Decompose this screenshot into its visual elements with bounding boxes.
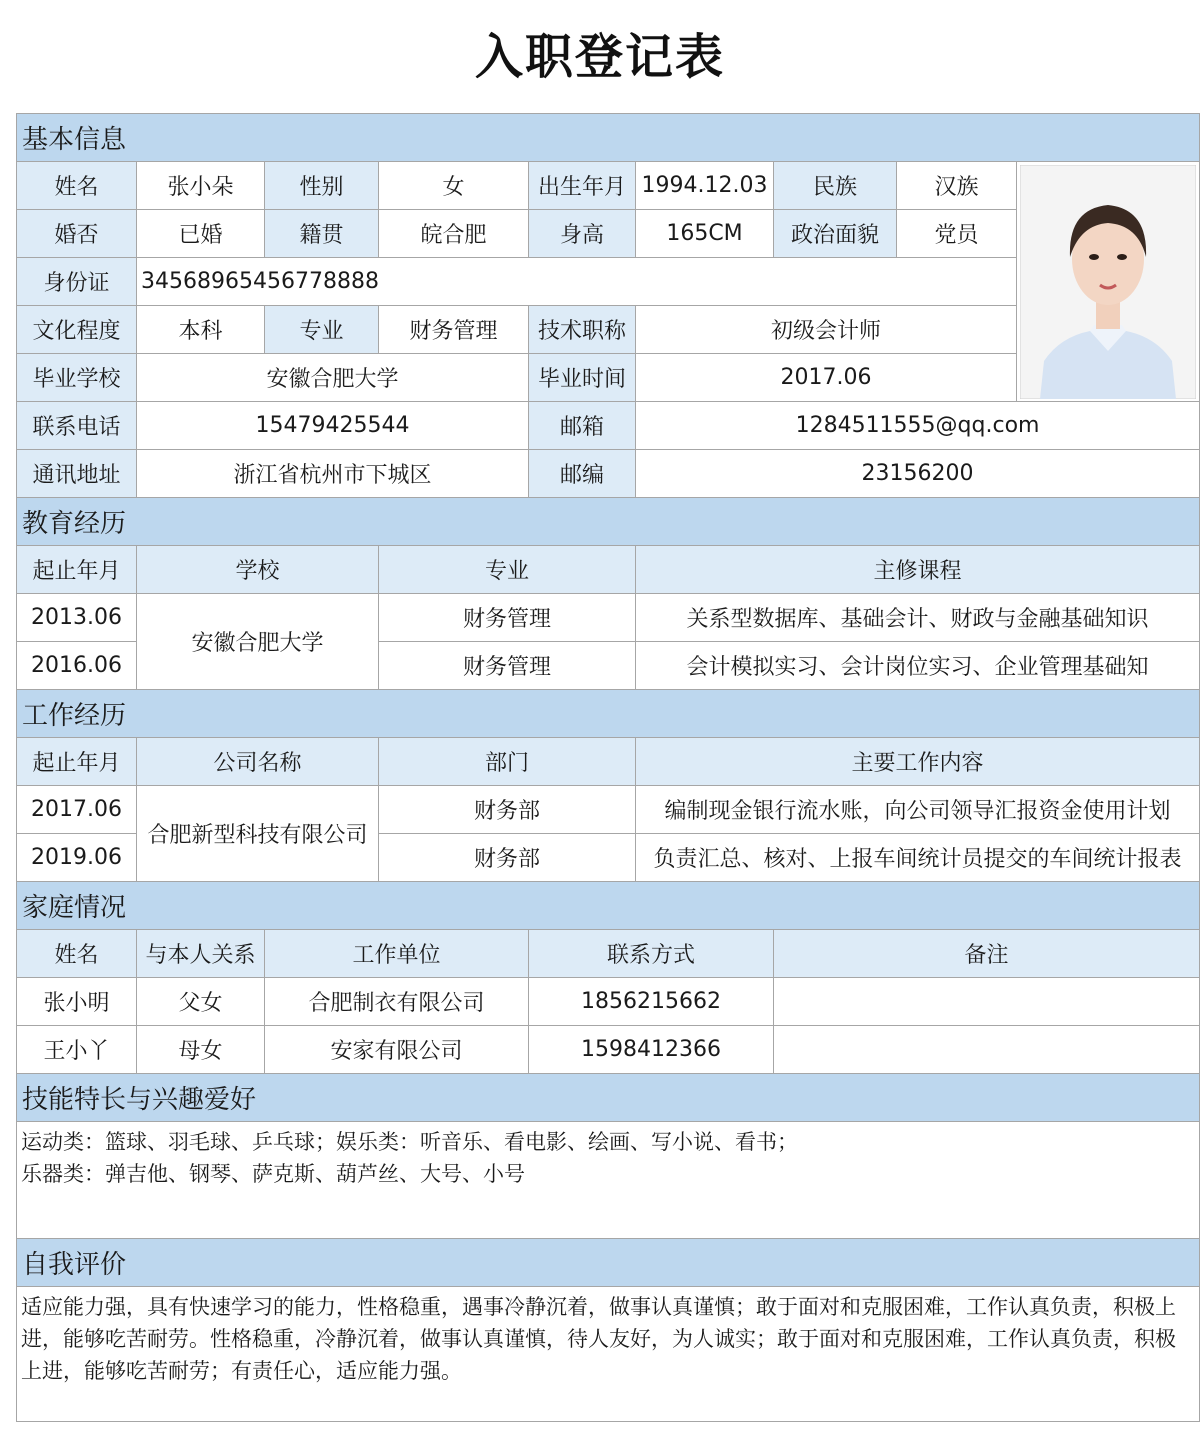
profile-photo [1020, 165, 1196, 399]
birth-value: 1994.12.03 [636, 162, 774, 210]
table-row [17, 786, 1200, 834]
work-content: 编制现金银行流水账，向公司领导汇报资金使用计划 [636, 786, 1200, 834]
edu-date: 2013.06 [17, 594, 137, 642]
work-company: 合肥新型科技有限公司 [137, 786, 379, 882]
marital-label: 婚否 [17, 210, 137, 258]
family-note [774, 978, 1200, 1026]
gender-label: 性别 [265, 162, 379, 210]
table-row [17, 978, 1200, 1026]
work-dept: 财务部 [379, 786, 636, 834]
tech-title-value: 初级会计师 [636, 306, 1017, 354]
family-contact: 1598412366 [529, 1026, 774, 1074]
skills-line: 运动类：篮球、羽毛球、乒乓球；娱乐类：听音乐、看电影、绘画、写小说、看书； [21, 1130, 798, 1154]
section-self-evaluation: 自我评价 [17, 1239, 1200, 1287]
family-unit: 合肥制衣有限公司 [265, 978, 529, 1026]
school-value: 安徽合肥大学 [137, 354, 529, 402]
edu-courses: 关系型数据库、基础会计、财政与金融基础知识 [636, 594, 1200, 642]
id-value: 34568965456778888 [137, 258, 1017, 306]
edu-courses: 会计模拟实习、会计岗位实习、企业管理基础知 [636, 642, 1200, 690]
address-label: 通讯地址 [17, 450, 137, 498]
major-value: 财务管理 [379, 306, 529, 354]
work-header-date: 起止年月 [17, 738, 137, 786]
birth-label: 出生年月 [529, 162, 636, 210]
major-label: 专业 [265, 306, 379, 354]
family-header-name: 姓名 [17, 930, 137, 978]
edu-header-school: 学校 [137, 546, 379, 594]
registration-form [16, 113, 1200, 1422]
edu-header-courses: 主修课程 [636, 546, 1200, 594]
section-education: 教育经历 [17, 498, 1200, 546]
edu-major: 财务管理 [379, 594, 636, 642]
family-name: 王小丫 [17, 1026, 137, 1074]
native-label: 籍贯 [265, 210, 379, 258]
school-label: 毕业学校 [17, 354, 137, 402]
zip-value: 23156200 [636, 450, 1200, 498]
edu-header-major: 专业 [379, 546, 636, 594]
grad-label: 毕业时间 [529, 354, 636, 402]
skills-line: 乐器类：弹吉他、钢琴、萨克斯、葫芦丝、大号、小号 [21, 1162, 525, 1186]
edu-header-date: 起止年月 [17, 546, 137, 594]
work-content: 负责汇总、核对、上报车间统计员提交的车间统计报表 [636, 834, 1200, 882]
grad-value: 2017.06 [636, 354, 1017, 402]
phone-value: 15479425544 [137, 402, 529, 450]
political-label: 政治面貌 [774, 210, 897, 258]
name-label: 姓名 [17, 162, 137, 210]
family-relation: 父女 [137, 978, 265, 1026]
work-date: 2017.06 [17, 786, 137, 834]
form-title: 入职登记表 [474, 29, 725, 85]
edu-major: 财务管理 [379, 642, 636, 690]
family-header-note: 备注 [774, 930, 1200, 978]
zip-label: 邮编 [529, 450, 636, 498]
section-skills: 技能特长与兴趣爱好 [17, 1074, 1200, 1122]
political-value: 党员 [897, 210, 1017, 258]
family-header-contact: 联系方式 [529, 930, 774, 978]
family-note [774, 1026, 1200, 1074]
edu-school: 安徽合肥大学 [137, 594, 379, 690]
height-label: 身高 [529, 210, 636, 258]
edu-value: 本科 [137, 306, 265, 354]
section-basic-info: 基本信息 [17, 114, 1200, 162]
family-relation: 母女 [137, 1026, 265, 1074]
skills-text [17, 1122, 1200, 1239]
work-header-dept: 部门 [379, 738, 636, 786]
id-label: 身份证 [17, 258, 137, 306]
photo-cell [1017, 162, 1200, 402]
name-value: 张小朵 [137, 162, 265, 210]
height-value: 165CM [636, 210, 774, 258]
edu-label: 文化程度 [17, 306, 137, 354]
table-row [17, 594, 1200, 642]
gender-value: 女 [379, 162, 529, 210]
self-evaluation-text: 适应能力强，具有快速学习的能力，性格稳重，遇事冷静沉着，做事认真谨慎；敢于面对和克服困难，工作认真负责，积极上进，能够吃苦耐劳。性格稳重，冷静沉着，做事认真谨慎，待人友好，为人诚实；敢于面对和克服困难，工作认真负责，积极上进，能够吃苦耐劳；有责任心，适应能力强。 [17, 1287, 1200, 1422]
ethnic-value: 汉族 [897, 162, 1017, 210]
marital-value: 已婚 [137, 210, 265, 258]
family-contact: 1856215662 [529, 978, 774, 1026]
family-header-relation: 与本人关系 [137, 930, 265, 978]
family-unit: 安家有限公司 [265, 1026, 529, 1074]
address-value: 浙江省杭州市下城区 [137, 450, 529, 498]
work-dept: 财务部 [379, 834, 636, 882]
email-label: 邮箱 [529, 402, 636, 450]
work-date: 2019.06 [17, 834, 137, 882]
email-value: 1284511555@qq.com [636, 402, 1200, 450]
native-value: 皖合肥 [379, 210, 529, 258]
edu-date: 2016.06 [17, 642, 137, 690]
table-row [17, 1026, 1200, 1074]
ethnic-label: 民族 [774, 162, 897, 210]
family-name: 张小明 [17, 978, 137, 1026]
phone-label: 联系电话 [17, 402, 137, 450]
work-header-company: 公司名称 [137, 738, 379, 786]
section-work: 工作经历 [17, 690, 1200, 738]
work-header-content: 主要工作内容 [636, 738, 1200, 786]
section-family: 家庭情况 [17, 882, 1200, 930]
family-header-unit: 工作单位 [265, 930, 529, 978]
tech-title-label: 技术职称 [529, 306, 636, 354]
